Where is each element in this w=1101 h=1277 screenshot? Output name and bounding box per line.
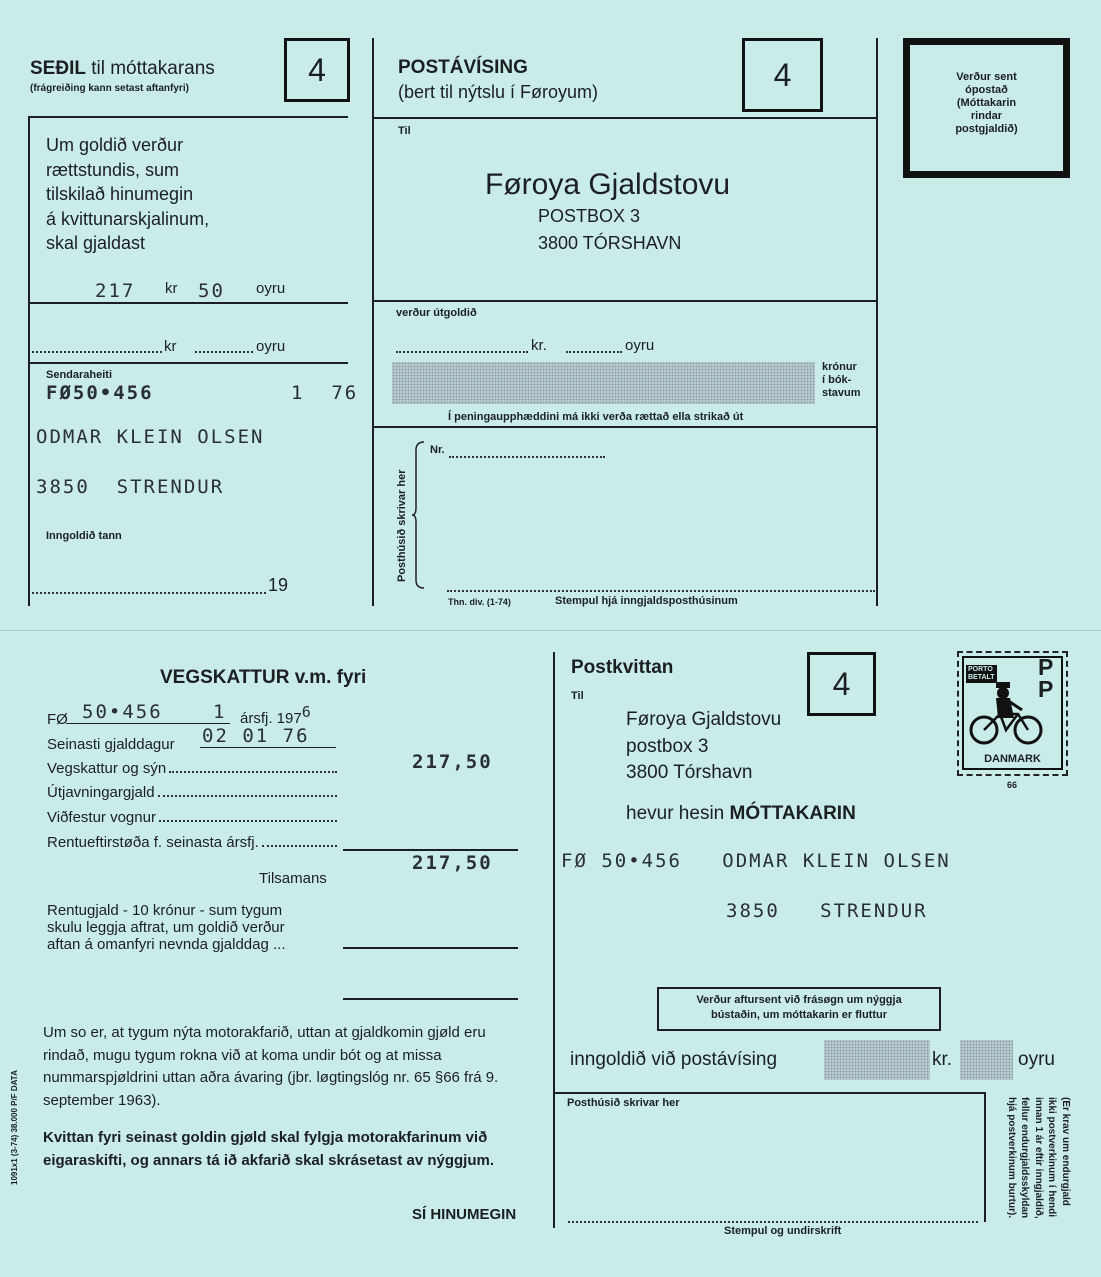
dot-leader <box>262 845 337 847</box>
postavising-stamp-label: Stempul hjá inngjaldsposthúsinum <box>555 595 738 607</box>
dot-leader <box>169 771 337 773</box>
postavising-til: Til <box>398 125 411 137</box>
stamp-porto-label: PORTO BETALT <box>968 666 995 681</box>
sedil-kr-label: kr <box>165 280 178 297</box>
sedil-paragraph: Um goldið verður rættstundis, sum tilskilað hinumegin á kvittunarskjalinum, skal gjaldast <box>46 135 210 253</box>
sedil-subtitle: (frágreiðing kann setast aftanfyri) <box>30 83 189 94</box>
vegskattur-title <box>160 667 366 689</box>
form-code: Thn. div. (1-74) <box>448 597 511 607</box>
returned-notice: Verður aftursent við frásøgn um nýggja bústaðin, um móttakarin er fluttur <box>696 994 902 1021</box>
fee-row <box>47 784 337 801</box>
receipt-line-1: FØ 50•456 ODMAR KLEIN OLSEN <box>561 850 951 872</box>
vegskattur-notice: Um so er, at tygum nýta motorakfarið, uttan at gjaldkomin gjøld eru rindað, mugu tygum rokna við at koma undir bót og at missa nummarspjøldrini uttan aðra ávaring (jbr. løgtingslóg nr. 65 §66 frá 9. september 1963). <box>43 1024 499 1109</box>
bicycle-postman-icon <box>966 678 1046 750</box>
bracket-icon <box>412 440 428 590</box>
fee-row <box>47 834 337 851</box>
postkvittan-number-box: 4 <box>807 652 876 716</box>
sedil-number-box: 4 <box>284 38 350 102</box>
interest-text: Rentugjald - 10 krónur - sum tygum skulu leggja aftrat, um goldið verður aftan á omanfyri nevnda gjalddag ... <box>47 902 286 953</box>
postavising-city: 3800 TÓRSHAVN <box>538 233 682 253</box>
fee-row <box>47 760 337 777</box>
sedil-amount-oyru: 50 <box>198 280 225 302</box>
postavising-title: POSTÁVÍSING <box>398 57 528 78</box>
fold-line <box>0 630 1101 631</box>
year-digit: 6 <box>301 703 311 721</box>
receipt-line-2: 3850 STRENDUR <box>726 900 928 922</box>
vegskattur-title-bold: VEGSKATTUR <box>160 667 290 688</box>
turn-over-label: SÍ HINUMEGIN <box>412 1206 517 1223</box>
oyru-field[interactable] <box>960 1040 1013 1080</box>
sedil-kr-label-2: kr <box>164 338 177 355</box>
fee-row <box>47 809 337 826</box>
amount-warning: Í peningaupphæddini má ikki verða rættað ella strikað út <box>448 411 744 423</box>
total-label: Tilsamans <box>259 870 327 887</box>
postkvittan-postbox: postbox 3 <box>626 736 709 757</box>
postkvittan-oyru: oyru <box>1018 1049 1055 1070</box>
vegskattur-period: 1 <box>213 701 227 723</box>
sedil-title-bold: SEÐIL <box>30 58 86 79</box>
kr-field[interactable] <box>824 1040 930 1080</box>
signature-label: Stempul og undirskrift <box>724 1225 842 1237</box>
stamp-pp-letters: P P <box>1038 654 1054 702</box>
postavising-postbox: POSTBOX 3 <box>538 206 641 226</box>
sedil-title <box>30 58 215 80</box>
sedil-title-rest: til móttakarans <box>85 58 215 79</box>
postkvittan-recipient: Føroya Gjaldstovu <box>626 709 782 730</box>
total-value: 217,50 <box>412 852 493 874</box>
sedil-oyru-label-2: oyru <box>256 338 286 355</box>
fee-row-label: Rentueftirstøða f. seinasta ársfj. <box>47 834 259 851</box>
fee-row-value: 217,50 <box>412 751 493 773</box>
sedil-year-suffix: 19 <box>268 575 289 595</box>
dot-leader <box>159 820 337 822</box>
due-date: 02 01 76 <box>202 725 310 747</box>
sedil-name: ODMAR KLEIN OLSEN <box>36 426 265 448</box>
due-label: Seinasti gjalddagur <box>47 736 175 753</box>
sedil-address: 3850 STRENDUR <box>36 476 225 498</box>
return-box-text: Verður sent ópostað (Móttakarin rindar postgjaldið) <box>955 71 1018 135</box>
postavising-nr: Nr. <box>430 444 445 456</box>
sedil-amount-kr: 217 <box>95 280 136 302</box>
stamp-country: DANMARK <box>984 753 1041 765</box>
vegskattur-account: 50•456 <box>82 701 163 723</box>
postavising-subtitle: (bert til nýtslu í Føroyum) <box>398 82 599 102</box>
print-code: 1091x1 (3-74) 38.000 P/F DATA <box>10 1070 19 1185</box>
stamp-code: 66 <box>1007 780 1018 790</box>
amount-in-words-field[interactable] <box>392 362 815 404</box>
fo-label: FØ <box>47 711 68 728</box>
refund-side-note: (Er krav um endurgjald ikki postverkinum í hendi innan 1 ár eftir inngjaldið, fellur endurgjaldsskyldan hjá postverkinum burtur). <box>1006 1097 1071 1219</box>
arsfj-text: ársfj. 197 <box>240 710 302 727</box>
postavising-oyru: oyru <box>625 337 655 354</box>
postkvittan-til: Til <box>571 690 584 702</box>
sedil-oyru-label: oyru <box>256 280 286 297</box>
paid-date-label: Inngoldið tann <box>46 530 122 542</box>
postavising-recipient: Føroya Gjaldstovu <box>485 168 731 201</box>
postkvittan-kr: kr. <box>932 1049 953 1070</box>
sedil-account: FØ50•456 <box>46 382 154 404</box>
in-words-label: krónur í bók- stavum <box>822 361 861 399</box>
fee-row-label: Útjavningargjald <box>47 784 155 801</box>
postavising-side-label: Posthúsið skrivar her <box>396 469 408 582</box>
fee-row-label: Viðfestur vognur <box>47 809 156 826</box>
dot-leader <box>158 795 337 797</box>
postavising-kr: kr. <box>531 337 547 354</box>
received-line <box>626 803 856 825</box>
postkvittan-city: 3800 Tórshavn <box>626 762 753 783</box>
payout-label: verður útgoldið <box>396 307 477 319</box>
postkvittan-title: Postkvittan <box>571 657 674 678</box>
received-bold: MÓTTAKARIN <box>729 803 856 824</box>
postavising-number-box: 4 <box>742 38 823 112</box>
vegskattur-notice-bold: Kvittan fyri seinast goldin gjøld skal fylgja motorakfarinum við eigaraskifti, og annars tá ið akfarið skal skrásetast av nýggjum. <box>43 1129 495 1169</box>
fee-row-label: Vegskattur og sýn <box>47 760 167 777</box>
vegskattur-title-rest: v.m. fyri <box>289 667 367 688</box>
paid-via-label: inngoldið við postávísing <box>570 1049 778 1070</box>
sedil-period: 1 76 <box>291 382 359 404</box>
sender-label: Sendaraheiti <box>46 369 113 381</box>
received-prefix: hevur hesin <box>626 803 730 824</box>
post-office-label: Posthúsið skrivar her <box>567 1097 680 1109</box>
